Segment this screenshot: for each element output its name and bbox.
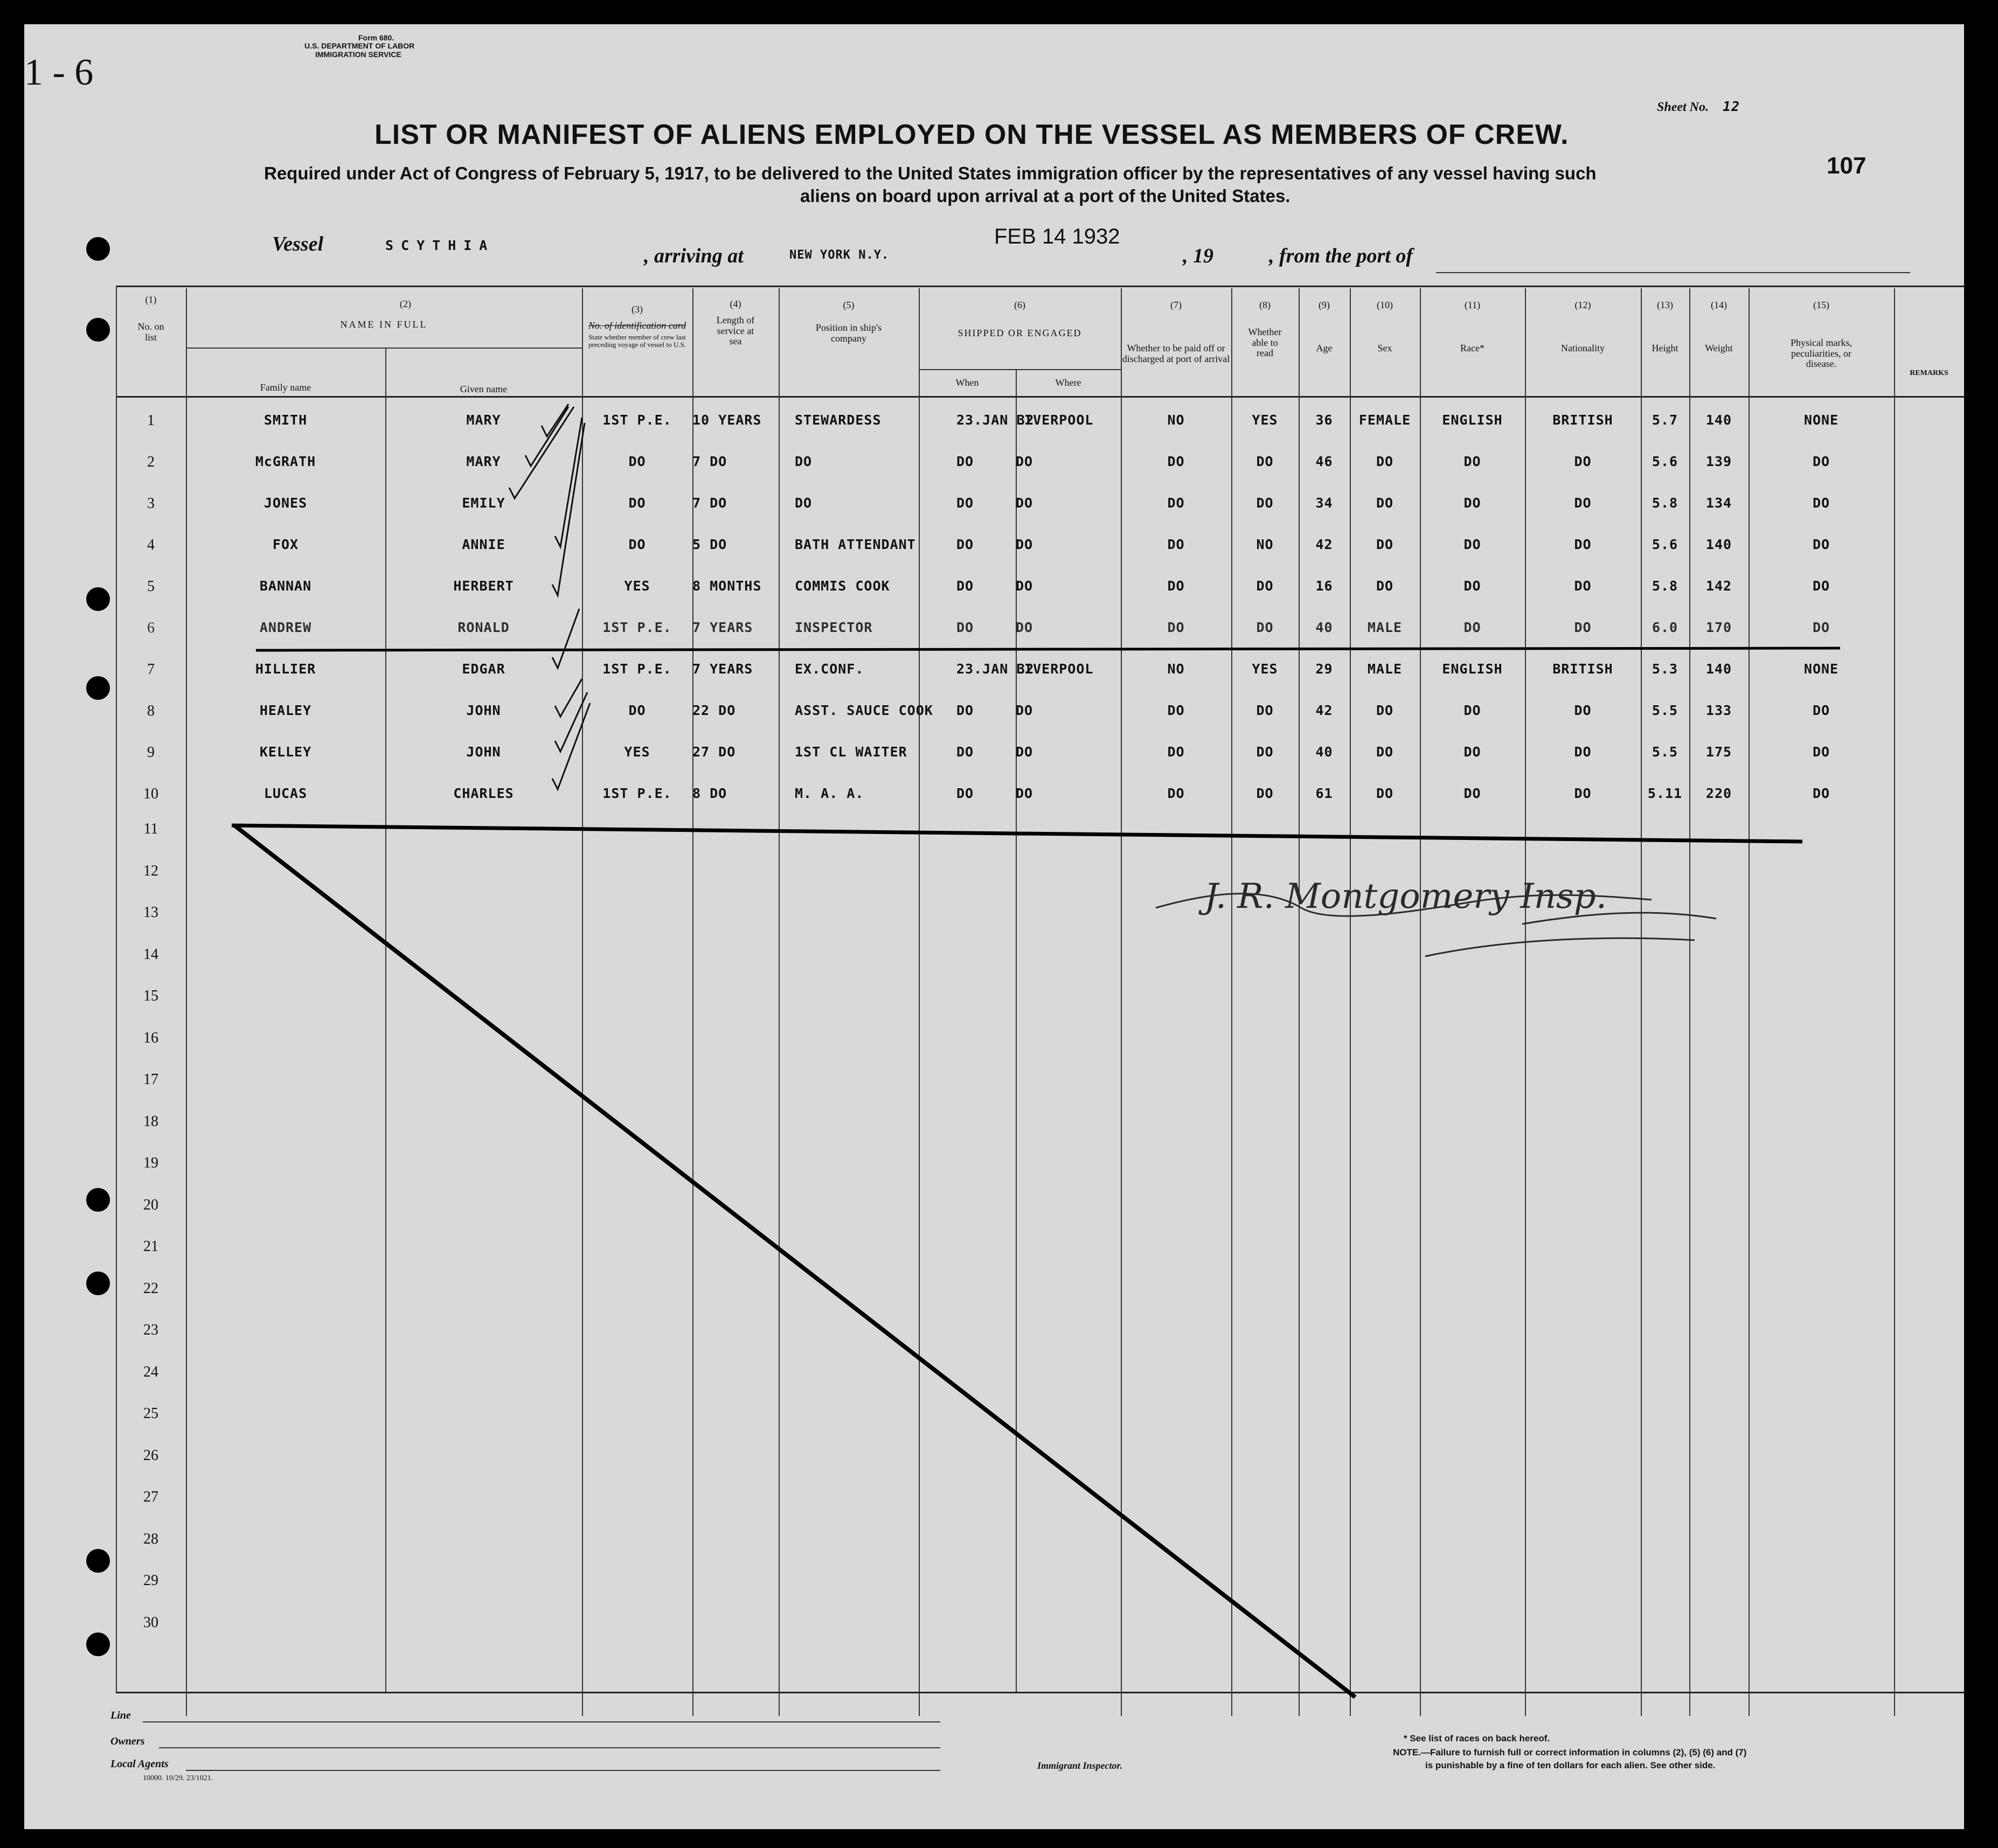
- cell-family: SMITH: [263, 412, 308, 428]
- cell-given: HERBERT: [453, 578, 514, 594]
- cell-height: 5.6: [1652, 454, 1678, 469]
- cell-given: JOHN: [466, 703, 501, 718]
- cell-prev: DO: [628, 495, 646, 511]
- cell-when: 23.JAN 32: [956, 412, 1035, 428]
- cell-weight: 133: [1705, 703, 1732, 718]
- col-14-header: (14) Weight: [1705, 300, 1733, 353]
- cell-family: HEALEY: [259, 703, 312, 718]
- cell-prev: 1ST P.E.: [602, 786, 672, 801]
- binder-hole: [86, 1188, 110, 1212]
- col-6b-header: Where: [1055, 377, 1081, 388]
- col-2b-header: Given name: [460, 384, 508, 394]
- cell-marks: DO: [1812, 454, 1830, 469]
- cell-when: DO: [956, 578, 974, 594]
- cell-nationality: DO: [1574, 703, 1592, 718]
- line-number: 29: [143, 1572, 158, 1589]
- cell-nationality: DO: [1574, 578, 1592, 594]
- cell-prev: DO: [628, 537, 646, 552]
- line-number: 18: [143, 1113, 158, 1130]
- col-4-header: (4) Length of service at sea: [716, 298, 755, 347]
- cell-age: 34: [1315, 495, 1333, 511]
- line-number: 30: [143, 1614, 158, 1631]
- cell-nationality: DO: [1574, 537, 1592, 552]
- cell-service: 7 DO: [692, 495, 727, 511]
- page-number: 107: [1827, 152, 1867, 179]
- service: IMMIGRATION SERVICE: [315, 50, 401, 59]
- cell-where: DO: [1016, 744, 1033, 760]
- line-number: 24: [143, 1363, 158, 1380]
- print-code: 10000. 10/29. 23/1021.: [143, 1774, 213, 1782]
- cell-no: 7: [147, 661, 155, 678]
- cell-where: DO: [1016, 495, 1033, 511]
- cell-family: LUCAS: [263, 786, 308, 801]
- cell-paid: DO: [1167, 620, 1185, 635]
- cell-prev: 1ST P.E.: [602, 661, 672, 677]
- cell-sex: DO: [1376, 744, 1394, 760]
- cell-given: EMILY: [462, 495, 505, 511]
- line-number: 23: [143, 1322, 158, 1338]
- cell-race: DO: [1463, 537, 1481, 552]
- cell-given: ANNIE: [462, 537, 505, 552]
- cell-when: DO: [956, 620, 974, 635]
- line-number: 19: [143, 1155, 158, 1171]
- cell-height: 5.7: [1652, 412, 1678, 428]
- cell-age: 46: [1315, 454, 1333, 469]
- date-stamp: FEB 14 1932: [994, 225, 1120, 248]
- cell-height: 5.5: [1652, 703, 1678, 718]
- cell-marks: DO: [1812, 578, 1830, 594]
- cell-when: DO: [956, 495, 974, 511]
- inspector-label: Immigrant Inspector.: [1037, 1760, 1123, 1771]
- cell-paid: DO: [1167, 454, 1185, 469]
- cell-read: DO: [1256, 495, 1274, 511]
- cell-service: 7 YEARS: [692, 620, 753, 635]
- cell-paid: DO: [1167, 703, 1185, 718]
- cell-height: 5.8: [1652, 578, 1678, 594]
- footer-agents-label: Local Agents: [110, 1758, 169, 1770]
- cell-family: KELLEY: [259, 744, 312, 760]
- line-number: 12: [143, 862, 158, 879]
- cell-height: 5.3: [1652, 661, 1678, 677]
- cell-weight: 170: [1705, 620, 1732, 635]
- cell-race: DO: [1463, 744, 1481, 760]
- cell-read: DO: [1256, 703, 1274, 718]
- strikethrough-row-6: [256, 648, 1840, 650]
- cell-when: DO: [956, 703, 974, 718]
- races-note: * See list of races on back hereof.: [1404, 1733, 1550, 1743]
- cell-age: 61: [1315, 786, 1333, 801]
- binder-hole: [86, 1272, 110, 1295]
- cell-read: DO: [1256, 786, 1274, 801]
- line-number: 13: [143, 904, 158, 921]
- line-number: 14: [143, 946, 158, 963]
- cell-family: McGRATH: [255, 454, 316, 469]
- cell-where: DO: [1016, 620, 1033, 635]
- corner-mark: 1 - 6: [24, 52, 94, 93]
- cell-read: DO: [1256, 620, 1274, 635]
- cell-sex: DO: [1376, 537, 1394, 552]
- cell-race: DO: [1463, 703, 1481, 718]
- cell-no: 9: [147, 744, 155, 761]
- line-number: 11: [143, 821, 158, 837]
- check-mark: [509, 407, 574, 498]
- col-5-header: (5) Position in ship's company: [815, 300, 882, 344]
- cell-service: 8 DO: [692, 786, 727, 801]
- form-number: Form 680.: [358, 33, 394, 42]
- cell-position: M. A. A.: [795, 786, 864, 801]
- cell-no: 3: [147, 495, 155, 512]
- penalty-note-1: NOTE.—Failure to furnish full or correct information in columns (2), (5) (6) and (7): [1393, 1747, 1747, 1757]
- binder-hole: [86, 587, 110, 611]
- cell-read: YES: [1252, 661, 1278, 677]
- cell-family: HILLIER: [255, 661, 316, 677]
- cell-weight: 140: [1705, 661, 1732, 677]
- col-2-header: (2) NAME IN FULL: [340, 298, 428, 330]
- line-number: 16: [143, 1029, 158, 1046]
- check-mark: [555, 679, 582, 717]
- footer-owners-label: Owners: [110, 1735, 145, 1747]
- line-number: 28: [143, 1530, 158, 1547]
- check-marks: [509, 404, 590, 789]
- line-number: 25: [143, 1405, 158, 1422]
- cell-age: 40: [1315, 744, 1333, 760]
- cell-age: 42: [1315, 703, 1333, 718]
- binder-hole: [86, 1632, 110, 1656]
- footer-line-rule: [143, 1721, 940, 1722]
- cell-read: DO: [1256, 744, 1274, 760]
- cell-paid: DO: [1167, 537, 1185, 552]
- cell-sex: FEMALE: [1358, 412, 1411, 428]
- cell-where: LIVERPOOL: [1016, 412, 1094, 428]
- cell-weight: 140: [1705, 537, 1732, 552]
- page-title: LIST OR MANIFEST OF ALIENS EMPLOYED ON THE VESSEL AS MEMBERS OF CREW.: [374, 119, 1569, 150]
- col-9-header: (9) Age: [1316, 300, 1333, 353]
- cell-service: 7 YEARS: [692, 661, 753, 677]
- cell-height: 6.0: [1652, 620, 1678, 635]
- cell-no: 2: [147, 454, 155, 470]
- binder-hole: [86, 676, 110, 700]
- cell-race: DO: [1463, 495, 1481, 511]
- cell-paid: NO: [1167, 661, 1185, 677]
- cell-marks: DO: [1812, 620, 1830, 635]
- vessel-name: SCYTHIA: [385, 238, 495, 253]
- cell-height: 5.5: [1652, 744, 1678, 760]
- cell-family: JONES: [263, 495, 308, 511]
- cell-service: 22 DO: [692, 703, 736, 718]
- cell-where: LIVERPOOL: [1016, 661, 1094, 677]
- inspector-signature: [1123, 849, 1792, 978]
- cell-position: COMMIS COOK: [795, 578, 890, 594]
- cell-no: 1: [147, 412, 155, 429]
- cell-weight: 142: [1705, 578, 1732, 594]
- cell-service: 27 DO: [692, 744, 736, 760]
- cell-marks: DO: [1812, 786, 1830, 801]
- col-11-header: (11) Race*: [1460, 300, 1484, 353]
- cell-service: 5 DO: [692, 537, 727, 552]
- cell-family: FOX: [272, 537, 299, 552]
- cell-nationality: BRITISH: [1552, 412, 1613, 428]
- cell-read: DO: [1256, 454, 1274, 469]
- cell-age: 42: [1315, 537, 1333, 552]
- col-3-header: (3) No. of identification card State whether member of crew last preceding voyage of vessel to U.S.: [588, 304, 686, 349]
- cell-service: 8 MONTHS: [692, 578, 762, 594]
- cell-weight: 140: [1705, 412, 1732, 428]
- check-mark: [552, 609, 579, 668]
- line-number: 26: [143, 1447, 158, 1464]
- cell-position: INSPECTOR: [795, 620, 873, 635]
- subtitle-line-2: aliens on board upon arrival at a port of the United States.: [800, 186, 1291, 206]
- arriving-port: NEW YORK N.Y.: [789, 248, 890, 262]
- cell-prev: 1ST P.E.: [602, 412, 672, 428]
- cell-when: DO: [956, 744, 974, 760]
- line-number: 21: [143, 1238, 158, 1255]
- cell-family: ANDREW: [259, 620, 312, 635]
- cell-height: 5.8: [1652, 495, 1678, 511]
- cell-position: 1ST CL WAITER: [795, 744, 907, 760]
- cell-sex: DO: [1376, 703, 1394, 718]
- cell-no: 8: [147, 703, 155, 719]
- col-15-header: (15) Physical marks, peculiarities, or disease.: [1791, 300, 1852, 370]
- remarks-header: REMARKS: [1910, 369, 1948, 377]
- arriving-label: , arriving at: [644, 245, 744, 267]
- cell-service: 7 DO: [692, 454, 727, 469]
- cell-prev: DO: [628, 454, 646, 469]
- cell-given: MARY: [466, 412, 501, 428]
- cell-marks: DO: [1812, 744, 1830, 760]
- cell-where: DO: [1016, 786, 1033, 801]
- end-of-list-rule: [232, 825, 1802, 842]
- cell-weight: 175: [1705, 744, 1732, 760]
- cell-when: DO: [956, 786, 974, 801]
- cell-where: DO: [1016, 454, 1033, 469]
- department: U.S. DEPARTMENT OF LABOR: [304, 41, 415, 51]
- col-7-header: (7) Whether to be paid off or discharged at port of arrival: [1122, 300, 1230, 364]
- cell-no: 5: [147, 578, 155, 595]
- cell-where: DO: [1016, 578, 1033, 594]
- col-6-header: (6) SHIPPED OR ENGAGED: [958, 300, 1082, 338]
- line-number: 17: [143, 1071, 158, 1088]
- cell-paid: DO: [1167, 578, 1185, 594]
- cell-given: EDGAR: [462, 661, 505, 677]
- cell-when: DO: [956, 454, 974, 469]
- year-label: , 19: [1183, 245, 1213, 267]
- cell-marks: NONE: [1803, 412, 1839, 428]
- cell-weight: 220: [1705, 786, 1732, 801]
- cell-family: BANNAN: [259, 578, 312, 594]
- cell-nationality: DO: [1574, 620, 1592, 635]
- cell-no: 10: [143, 786, 158, 802]
- cell-paid: DO: [1167, 495, 1185, 511]
- cell-given: MARY: [466, 454, 501, 469]
- footer-line-label: Line: [110, 1710, 131, 1721]
- col-10-header: (10) Sex: [1377, 300, 1393, 353]
- signature-text: J. R. Montgomery Insp.: [1204, 877, 1607, 916]
- cell-nationality: DO: [1574, 744, 1592, 760]
- cell-marks: NONE: [1803, 661, 1839, 677]
- line-number: 20: [143, 1196, 158, 1213]
- cell-race: ENGLISH: [1442, 661, 1503, 677]
- check-mark: [552, 423, 585, 595]
- cell-sex: DO: [1376, 786, 1394, 801]
- cell-marks: DO: [1812, 537, 1830, 552]
- cell-prev: 1ST P.E.: [602, 620, 672, 635]
- subtitle-line-1: Required under Act of Congress of February 5, 1917, to be delivered to the United States immigration officer by the representatives of any vessel having such: [264, 163, 1597, 183]
- cell-position: DO: [795, 454, 813, 469]
- cell-prev: DO: [628, 703, 646, 718]
- binder-hole: [86, 1549, 110, 1573]
- cell-race: DO: [1463, 786, 1481, 801]
- cell-sex: MALE: [1367, 661, 1403, 677]
- cell-nationality: DO: [1574, 495, 1592, 511]
- col-1-header: (1) No. on list: [137, 294, 164, 343]
- col-13-header: (13) Height: [1652, 300, 1678, 353]
- cell-age: 16: [1315, 578, 1333, 594]
- col-8-header: (8) Whether able to read: [1248, 300, 1282, 359]
- cell-height: 5.11: [1647, 786, 1683, 801]
- cell-position: STEWARDESS: [795, 412, 882, 428]
- cell-given: JOHN: [466, 744, 501, 760]
- cell-prev: YES: [624, 744, 650, 760]
- vessel-label: Vessel: [272, 233, 323, 255]
- cell-nationality: DO: [1574, 454, 1592, 469]
- from-port-label: , from the port of: [1269, 245, 1413, 267]
- col-12-header: (12) Nationality: [1561, 300, 1605, 353]
- cell-sex: MALE: [1367, 620, 1403, 635]
- cell-age: 29: [1315, 661, 1333, 677]
- cell-paid: NO: [1167, 412, 1185, 428]
- cell-nationality: BRITISH: [1552, 661, 1613, 677]
- manifest-sheet: [24, 24, 1964, 1829]
- cell-age: 40: [1315, 620, 1333, 635]
- cell-paid: DO: [1167, 744, 1185, 760]
- binder-hole: [86, 318, 110, 342]
- line-number: 27: [143, 1489, 158, 1505]
- sheet-number: 12: [1723, 99, 1740, 114]
- cell-paid: DO: [1167, 786, 1185, 801]
- cell-given: CHARLES: [453, 786, 514, 801]
- penalty-note-2: is punishable by a fine of ten dollars for each alien. See other side.: [1425, 1760, 1716, 1770]
- binder-hole: [86, 237, 110, 261]
- cell-weight: 134: [1705, 495, 1732, 511]
- line-number: 22: [143, 1280, 158, 1297]
- cell-age: 36: [1315, 412, 1333, 428]
- cell-position: ASST. SAUCE COOK: [795, 703, 933, 718]
- cell-sex: DO: [1376, 578, 1394, 594]
- cell-race: ENGLISH: [1442, 412, 1503, 428]
- sheet-label: Sheet No.: [1657, 100, 1709, 114]
- cell-sex: DO: [1376, 454, 1394, 469]
- cell-no: 6: [147, 620, 155, 636]
- cell-marks: DO: [1812, 703, 1830, 718]
- col-2a-header: Family name: [260, 382, 311, 393]
- cell-position: DO: [795, 495, 813, 511]
- cell-where: DO: [1016, 537, 1033, 552]
- cell-where: DO: [1016, 703, 1033, 718]
- col-6a-header: When: [955, 377, 979, 388]
- line-number: 15: [143, 988, 158, 1004]
- cell-read: NO: [1256, 537, 1274, 552]
- footer-agents-rule: [186, 1770, 940, 1771]
- cell-service: 10 YEARS: [692, 412, 762, 428]
- cell-nationality: DO: [1574, 786, 1592, 801]
- cell-marks: DO: [1812, 495, 1830, 511]
- cell-race: DO: [1463, 454, 1481, 469]
- cell-height: 5.6: [1652, 537, 1678, 552]
- cell-no: 4: [147, 537, 155, 553]
- cell-read: YES: [1252, 412, 1278, 428]
- cell-given: RONALD: [457, 620, 510, 635]
- cell-when: DO: [956, 537, 974, 552]
- cell-race: DO: [1463, 620, 1481, 635]
- cell-race: DO: [1463, 578, 1481, 594]
- cell-when: 23.JAN 32: [956, 661, 1035, 677]
- cell-position: BATH ATTENDANT: [795, 537, 916, 552]
- cell-sex: DO: [1376, 495, 1394, 511]
- footer-owners-rule: [159, 1747, 940, 1748]
- cell-position: EX.CONF.: [795, 661, 864, 677]
- cell-weight: 139: [1705, 454, 1732, 469]
- cell-prev: YES: [624, 578, 650, 594]
- cell-read: DO: [1256, 578, 1274, 594]
